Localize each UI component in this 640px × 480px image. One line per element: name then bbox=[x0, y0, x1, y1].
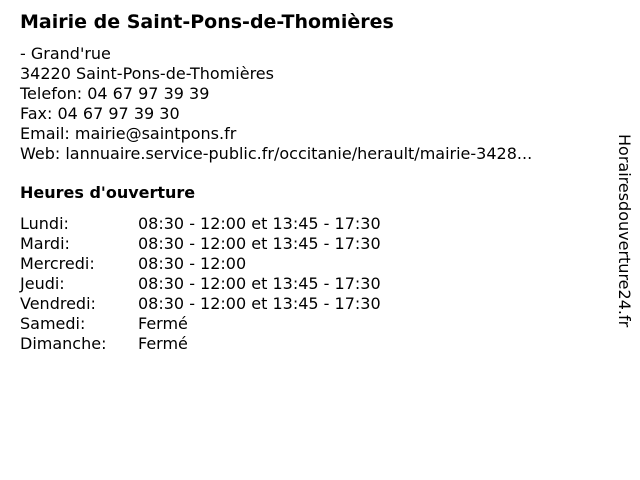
day-label: Vendredi: bbox=[20, 294, 96, 313]
day-hours: 08:30 - 12:00 et 13:45 - 17:30 bbox=[138, 274, 381, 293]
day-label: Jeudi: bbox=[20, 274, 65, 293]
day-hours: Fermé bbox=[138, 334, 188, 353]
address-block bbox=[20, 44, 532, 164]
hours-heading: Heures d'ouverture bbox=[20, 183, 196, 202]
page-title: Mairie de Saint-Pons-de-Thomières bbox=[20, 11, 394, 33]
day-label: Mardi: bbox=[20, 234, 70, 253]
address-city: 34220 Saint-Pons-de-Thomières bbox=[20, 64, 274, 83]
day-hours: 08:30 - 12:00 bbox=[138, 254, 247, 273]
day-hours: 08:30 - 12:00 et 13:45 - 17:30 bbox=[138, 214, 381, 233]
day-hours: 08:30 - 12:00 et 13:45 - 17:30 bbox=[138, 294, 381, 313]
site-watermark: Horairesdouverture24.fr bbox=[615, 134, 634, 328]
day-label: Dimanche: bbox=[20, 334, 107, 353]
address-street: - Grand'rue bbox=[20, 44, 111, 63]
day-label: Lundi: bbox=[20, 214, 69, 233]
email-line[interactable]: Email: mairie@saintpons.fr bbox=[20, 124, 237, 143]
fax-line: Fax: 04 67 97 39 30 bbox=[20, 104, 180, 123]
web-line[interactable]: Web: lannuaire.service-public.fr/occitanie/herault/mairie-3428... bbox=[20, 144, 533, 163]
day-label: Mercredi: bbox=[20, 254, 95, 273]
phone-line[interactable]: Telefon: 04 67 97 39 39 bbox=[20, 84, 210, 103]
day-hours: Fermé bbox=[138, 314, 188, 333]
day-hours: 08:30 - 12:00 et 13:45 - 17:30 bbox=[138, 234, 381, 253]
day-label: Samedi: bbox=[20, 314, 86, 333]
